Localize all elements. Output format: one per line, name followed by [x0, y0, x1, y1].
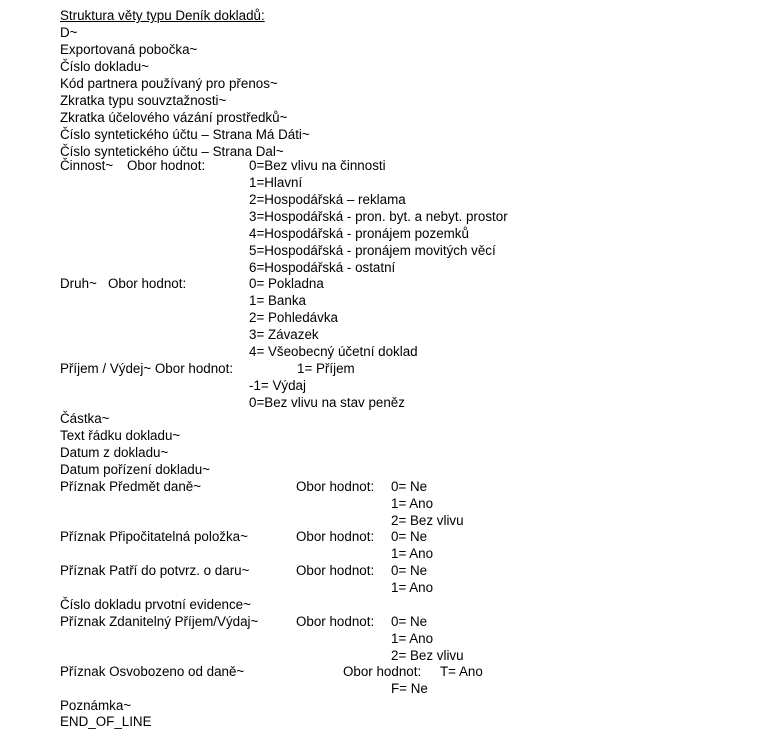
cinnost-value: 0=Bez vlivu na činnosti [249, 158, 386, 173]
prijem-vydej-value: -1= Výdaj [249, 378, 306, 393]
field-zdanitelny-label: Příznak Zdanitelný Příjem/Výdaj~ [60, 614, 259, 629]
osvobozeno-value: T= Ano [440, 664, 483, 679]
field-pripocitatelna-range-label: Obor hodnot: [296, 529, 375, 544]
cinnost-value: 3=Hospodářská - pron. byt. a nebyt. prostor [249, 209, 508, 224]
osvobozeno-value: F= Ne [391, 681, 428, 696]
field-zdanitelny-range-label: Obor hodnot: [296, 614, 375, 629]
field-castka: Částka~ [60, 411, 110, 426]
zdanitelny-value: 0= Ne [391, 614, 428, 629]
pripocitatelna-value: 0= Ne [391, 529, 428, 544]
field-pobocka: Exportovaná pobočka~ [60, 42, 198, 57]
field-cinnost-label: Činnost~ [60, 158, 114, 173]
druh-value: 3= Závazek [249, 327, 319, 342]
pripocitatelna-value: 1= Ano [391, 546, 434, 561]
cinnost-value: 5=Hospodářská - pronájem movitých věcí [249, 243, 496, 258]
cinnost-value: 2=Hospodářská – reklama [249, 192, 406, 207]
field-kod-partnera: Kód partnera používaný pro přenos~ [60, 76, 278, 91]
prijem-vydej-value: 0=Bez vlivu na stav peněz [249, 395, 405, 410]
field-d: D~ [60, 25, 78, 40]
field-datum-porizeni: Datum pořízení dokladu~ [60, 462, 210, 477]
field-patri-do-potvrz-range-label: Obor hodnot: [296, 563, 375, 578]
field-predmet-dane-range-label: Obor hodnot: [296, 479, 375, 494]
prijem-vydej-value: 1= Příjem [297, 361, 355, 376]
field-patri-do-potvrz-label: Příznak Patří do potvrz. o daru~ [60, 563, 250, 578]
field-prijem-vydej-label: Příjem / Výdej~ Obor hodnot: [60, 361, 234, 376]
field-ucet-ma-dati: Číslo syntetického účtu – Strana Má Dáti~ [60, 127, 310, 142]
zdanitelny-value: 1= Ano [391, 631, 434, 646]
patri-do-potvrz-value: 1= Ano [391, 580, 434, 595]
cinnost-value: 6=Hospodářská - ostatní [249, 260, 396, 275]
predmet-dane-value: 2= Bez vlivu [391, 513, 464, 528]
end-of-line: END_OF_LINE [60, 714, 152, 729]
predmet-dane-value: 0= Ne [391, 479, 428, 494]
field-datum-z: Datum z dokladu~ [60, 445, 169, 460]
druh-value: 4= Všeobecný účetní doklad [249, 344, 418, 359]
druh-value: 2= Pohledávka [249, 310, 338, 325]
patri-do-potvrz-value: 0= Ne [391, 563, 428, 578]
field-cislo-prvotni: Číslo dokladu prvotní evidence~ [60, 597, 251, 612]
druh-value: 0= Pokladna [249, 276, 324, 291]
predmet-dane-value: 1= Ano [391, 496, 434, 511]
field-osvobozeno-label: Příznak Osvobozeno od daně~ [60, 664, 245, 679]
field-osvobozeno-range-label: Obor hodnot: [343, 664, 422, 679]
document-title: Struktura věty typu Deník dokladů: [60, 8, 265, 23]
zdanitelny-value: 2= Bez vlivu [391, 648, 464, 663]
field-cislo-dokladu: Číslo dokladu~ [60, 59, 149, 74]
field-zkratka-souvztaznosti: Zkratka typu souvztažnosti~ [60, 93, 227, 108]
field-cinnost-range-label: Obor hodnot: [127, 158, 206, 173]
cinnost-value: 4=Hospodářská - pronájem pozemků [249, 226, 469, 241]
druh-value: 1= Banka [249, 293, 306, 308]
field-ucet-dal: Číslo syntetického účtu – Strana Dal~ [60, 144, 284, 159]
field-text-radku: Text řádku dokladu~ [60, 428, 181, 443]
field-poznamka: Poznámka~ [60, 698, 132, 713]
field-pripocitatelna-label: Příznak Připočitatelná položka~ [60, 529, 248, 544]
field-predmet-dane-label: Příznak Předmět daně~ [60, 479, 202, 494]
field-druh-label: Druh~ [60, 276, 97, 291]
field-druh-range-label: Obor hodnot: [108, 276, 187, 291]
field-zkratka-ucelove: Zkratka účelového vázání prostředků~ [60, 110, 288, 125]
cinnost-value: 1=Hlavní [249, 175, 303, 190]
